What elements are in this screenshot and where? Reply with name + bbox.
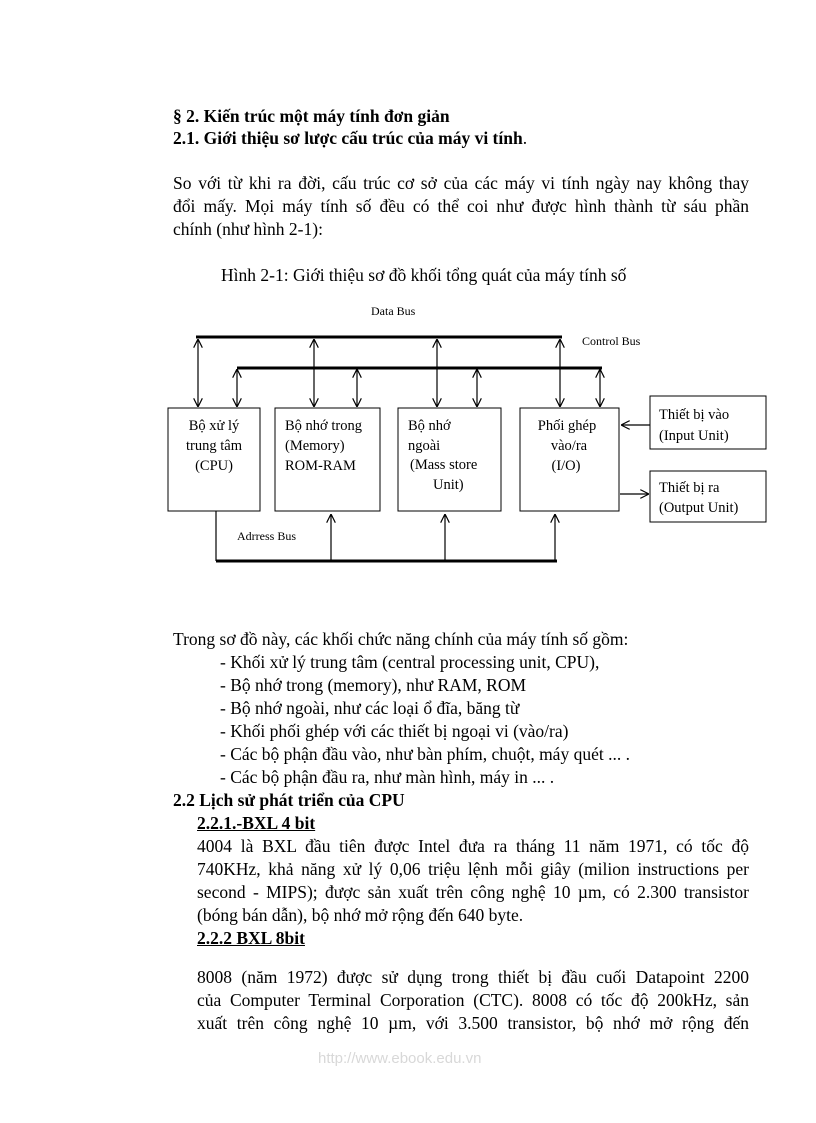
section-4bit-line: (bóng bán dẫn), bộ nhớ mở rộng đến 640 byte. — [197, 905, 524, 925]
io-label-1: Phối ghép — [537, 418, 597, 434]
section-4bit-line: second - MIPS); được sản xuất trên công nghệ 10 µm, có 2.300 transistor — [197, 882, 749, 902]
components-intro: Trong sơ đồ này, các khối chức năng chính của máy tính số gồm: — [173, 629, 629, 649]
section-heading: § 2. Kiến trúc một máy tính đơn giản — [173, 106, 450, 126]
data-bus-label: Data Bus — [371, 304, 416, 318]
mass-label-2: ngoài — [408, 438, 441, 454]
section-4bit-heading: 2.2.1.-BXL 4 bit — [197, 813, 316, 833]
component-item: - Các bộ phận đầu vào, như bàn phím, chuột, máy quét ... . — [220, 744, 630, 764]
intro-line-2: đổi mấy. Mọi máy tính số đều có thể coi như được hình thành từ sáu phần — [173, 196, 749, 216]
subsection-heading-text: 2.1. Giới thiệu sơ lược cấu trúc của máy vi tính — [173, 128, 523, 148]
watermark-url: http://www.ebook.edu.vn — [318, 1050, 482, 1067]
cpu-label-2: trung tâm — [186, 438, 242, 454]
section-8bit-heading: 2.2.2 BXL 8bit — [197, 928, 305, 948]
input-unit-label-2: (Input Unit) — [659, 428, 729, 444]
intro-line-3: chính (như hình 2-1): — [173, 219, 323, 239]
section-4bit-line: 4004 là BXL đầu tiên được Intel đưa ra tháng 11 năm 1971, có tốc độ — [197, 836, 749, 856]
section-8bit-line: xuất trên công nghệ 10 µm, với 3.500 transistor, bộ nhớ mở rộng đến — [197, 1013, 749, 1033]
output-unit-label-2: (Output Unit) — [659, 500, 739, 516]
component-item: - Bộ nhớ ngoài, như các loại ổ đĩa, băng từ — [220, 698, 520, 718]
history-heading: 2.2 Lịch sử phát triển của CPU — [173, 790, 405, 810]
figure-caption: Hình 2-1: Giới thiệu sơ đồ khối tổng quát của máy tính số — [221, 265, 627, 285]
io-label-3: (I/O) — [551, 458, 581, 474]
address-bus-label: Adrress Bus — [237, 529, 296, 543]
mass-label-4: Unit) — [433, 477, 464, 493]
io-label-2: vào/ra — [550, 438, 588, 454]
subsection-heading-period: . — [522, 128, 528, 148]
memory-label-1: Bộ nhớ trong — [285, 418, 362, 434]
mass-label-1: Bộ nhớ — [408, 418, 451, 434]
input-unit-label-1: Thiết bị vào — [659, 407, 730, 423]
mass-label-3: (Mass store — [410, 457, 478, 473]
cpu-label-3: (CPU) — [195, 458, 233, 474]
component-item: - Khối phối ghép với các thiết bị ngoại vi (vào/ra) — [220, 721, 569, 741]
section-4bit-line: 740KHz, khả năng xử lý 0,06 triệu lệnh mỗi giây (milion instructions per — [197, 859, 749, 879]
output-unit-label-1: Thiết bị ra — [659, 480, 720, 496]
memory-label-2: (Memory) — [285, 438, 345, 454]
section-8bit-line: 8008 (năm 1972) được sử dụng trong thiết bị đầu cuối Datapoint 2200 — [197, 967, 749, 987]
intro-line-1: So với từ khi ra đời, cấu trúc cơ sở của các máy vi tính ngày nay không thay — [173, 173, 749, 193]
section-8bit-line: của Computer Terminal Corporation (CTC). 8008 có tốc độ 200kHz, sản — [197, 990, 749, 1010]
component-item: - Các bộ phận đầu ra, như màn hình, máy in ... . — [220, 767, 555, 787]
component-item: - Khối xử lý trung tâm (central processing unit, CPU), — [220, 652, 600, 672]
control-bus-label: Control Bus — [582, 334, 641, 348]
memory-label-3: ROM-RAM — [285, 458, 356, 474]
component-item: - Bộ nhớ trong (memory), như RAM, ROM — [220, 675, 527, 695]
cpu-label-1: Bộ xử lý — [188, 418, 240, 434]
